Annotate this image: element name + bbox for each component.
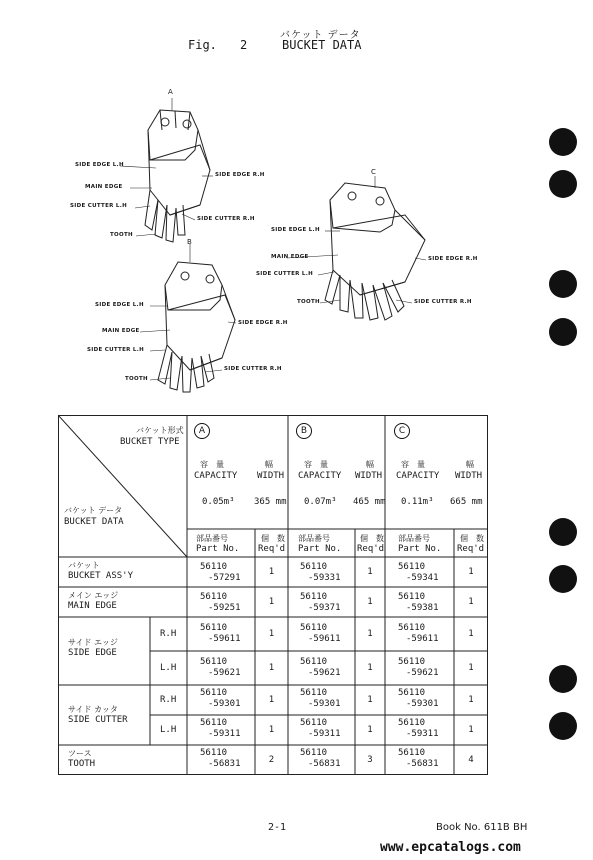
bucket-b-drawing [158, 262, 235, 392]
width-jp: 幅 [366, 460, 374, 469]
reqd-label: Req'd [457, 544, 485, 554]
page-title: BUCKET DATA [282, 38, 362, 52]
part-no-top: 56110 [398, 657, 426, 667]
width-label: WIDTH [257, 471, 285, 481]
reqd-jp: 個 数 [261, 534, 285, 543]
part-no-suffix: -57291 [208, 573, 241, 583]
label-b-side-cutter-lh: SIDE CUTTER L.H [87, 347, 144, 353]
label-b-side-edge-rh: SIDE EDGE R.H [238, 320, 288, 326]
row-side-edge-jp: サイド エッジ [68, 638, 118, 647]
qty: 1 [367, 725, 373, 735]
qty: 1 [468, 663, 474, 673]
bucket-letter-a: A [168, 88, 173, 96]
bucket-b-width: 465 mm [353, 497, 386, 507]
bucket-b-capacity: 0.07m³ [304, 497, 337, 507]
part-no-suffix: -59611 [208, 634, 241, 644]
side-cutter-lh: L.H [160, 725, 177, 735]
label-b-side-cutter-rh: SIDE CUTTER R.H [224, 366, 282, 372]
label-b-tooth: TOOTH [125, 376, 148, 382]
qty: 1 [468, 567, 474, 577]
part-no-top: 56110 [398, 592, 426, 602]
part-no-suffix: -56831 [208, 759, 241, 769]
part-no-top: 56110 [300, 688, 328, 698]
qty: 1 [468, 597, 474, 607]
label-a-side-cutter-rh: SIDE CUTTER R.H [197, 216, 255, 222]
qty: 1 [268, 695, 275, 705]
binder-hole-3 [549, 270, 577, 298]
capacity-label: CAPACITY [194, 471, 238, 481]
part-no-suffix: -59341 [406, 573, 439, 583]
part-no-top: 56110 [300, 623, 328, 633]
qty: 1 [367, 597, 373, 607]
book-number: Book No. 611B BH [436, 822, 528, 833]
part-no-label: Part No. [298, 544, 342, 554]
label-c-side-cutter-rh: SIDE CUTTER R.H [414, 299, 472, 305]
label-b-main-edge: MAIN EDGE [102, 328, 140, 334]
label-a-main-edge: MAIN EDGE [85, 184, 123, 190]
reqd-jp: 個 数 [360, 534, 384, 543]
qty: 1 [367, 629, 373, 639]
bucket-c-circle: C [394, 423, 410, 439]
part-no-label: Part No. [196, 544, 240, 554]
qty: 1 [268, 597, 275, 607]
part-no-top: 56110 [300, 718, 328, 728]
bucket-c-width: 665 mm [450, 497, 483, 507]
qty: 1 [268, 567, 275, 577]
part-no-suffix: -59301 [208, 699, 241, 709]
bucket-data-table [58, 415, 488, 775]
part-no-suffix: -59301 [406, 699, 439, 709]
capacity-jp: 容 量 [401, 460, 425, 469]
part-no-top: 56110 [200, 623, 228, 633]
qty: 1 [268, 725, 275, 735]
bucket-c-capacity: 0.11m³ [401, 497, 434, 507]
reqd-jp: 個 数 [460, 534, 484, 543]
part-no-top: 56110 [300, 748, 328, 758]
row-side-edge: SIDE EDGE [68, 648, 117, 658]
qty: 1 [468, 629, 474, 639]
row-bucket-assy-jp: バケット [68, 561, 100, 570]
bucket-a-circle: A [194, 423, 210, 439]
part-no-suffix: -59611 [406, 634, 439, 644]
qty: 1 [268, 629, 275, 639]
binder-hole-5 [549, 518, 577, 546]
row-bucket-assy: BUCKET ASS'Y [68, 571, 134, 581]
part-no-suffix: -59301 [308, 699, 341, 709]
bucket-b-circle: B [296, 423, 312, 439]
capacity-jp: 容 量 [304, 460, 328, 469]
qty: 1 [367, 695, 373, 705]
bucket-c-drawing [325, 183, 425, 320]
label-c-main-edge: MAIN EDGE [271, 254, 309, 260]
side-cutter-rh: R.H [160, 695, 177, 705]
qty: 1 [367, 567, 373, 577]
part-no-suffix: -59311 [208, 729, 241, 739]
width-jp: 幅 [265, 460, 273, 469]
width-label: WIDTH [455, 471, 483, 481]
part-no-suffix: -59331 [308, 573, 341, 583]
row-main-edge-jp: メイン エッジ [68, 591, 119, 600]
capacity-jp: 容 量 [200, 460, 224, 469]
part-no-top: 56110 [398, 623, 426, 633]
part-no-top: 56110 [200, 748, 228, 758]
part-no-top: 56110 [398, 562, 426, 572]
part-no-top: 56110 [300, 562, 328, 572]
figure-number: 2 [240, 38, 248, 52]
qty: 1 [268, 663, 275, 673]
part-no-top: 56110 [300, 657, 328, 667]
bucket-data-label-jp: バケット データ [64, 506, 123, 515]
label-a-tooth: TOOTH [110, 232, 133, 238]
width-jp: 幅 [466, 460, 474, 469]
label-a-side-edge-lh: SIDE EDGE L.H [75, 162, 124, 168]
side-edge-rh: R.H [160, 629, 177, 639]
capacity-label: CAPACITY [396, 471, 440, 481]
reqd-label: Req'd [357, 544, 385, 554]
part-no-suffix: -59621 [208, 668, 241, 678]
binder-hole-7 [549, 665, 577, 693]
part-no-suffix: -56831 [308, 759, 341, 769]
bucket-a-width: 365 mm [254, 497, 287, 507]
row-main-edge: MAIN EDGE [68, 601, 117, 611]
reqd-label: Req'd [258, 544, 286, 554]
row-side-cutter: SIDE CUTTER [68, 715, 128, 725]
label-c-side-cutter-lh: SIDE CUTTER L.H [256, 271, 313, 277]
qty: 4 [468, 755, 474, 765]
qty: 1 [468, 695, 474, 705]
part-no-jp: 部品番号 [298, 534, 330, 543]
bucket-type-label-jp: バケット形式 [136, 426, 184, 435]
label-b-side-edge-lh: SIDE EDGE L.H [95, 302, 144, 308]
binder-hole-1 [549, 128, 577, 156]
bucket-letter-c: C [371, 168, 376, 176]
bucket-data-label: BUCKET DATA [64, 517, 124, 527]
part-no-top: 56110 [398, 748, 426, 758]
part-no-top: 56110 [398, 718, 426, 728]
page-number: 2-1 [268, 822, 287, 833]
part-no-suffix: -59251 [208, 603, 241, 613]
part-no-top: 56110 [200, 562, 228, 572]
bucket-illustrations [0, 0, 593, 400]
part-no-top: 56110 [300, 592, 328, 602]
row-tooth-jp: ツース [68, 749, 92, 758]
qty: 1 [468, 725, 474, 735]
part-no-jp: 部品番号 [196, 534, 228, 543]
side-edge-lh: L.H [160, 663, 177, 673]
part-no-top: 56110 [200, 592, 228, 602]
part-no-top: 56110 [200, 657, 228, 667]
label-c-side-edge-lh: SIDE EDGE L.H [271, 227, 320, 233]
binder-hole-4 [549, 318, 577, 346]
part-no-jp: 部品番号 [398, 534, 430, 543]
qty: 2 [268, 755, 275, 765]
label-a-side-edge-rh: SIDE EDGE R.H [215, 172, 265, 178]
bucket-a-capacity: 0.05m³ [202, 497, 235, 507]
binder-hole-8 [549, 712, 577, 740]
part-no-suffix: -59311 [308, 729, 341, 739]
label-c-side-edge-rh: SIDE EDGE R.H [428, 256, 478, 262]
bucket-a-drawing [145, 110, 210, 242]
label-c-tooth: TOOTH [297, 299, 320, 305]
part-no-suffix: -59381 [406, 603, 439, 613]
figure-label: Fig. [188, 38, 217, 52]
binder-hole-6 [549, 565, 577, 593]
bucket-type-label: BUCKET TYPE [120, 437, 180, 447]
row-side-cutter-jp: サイド カッタ [68, 705, 118, 714]
qty: 1 [367, 663, 373, 673]
qty: 3 [367, 755, 373, 765]
title-japanese: バケット データ [280, 30, 361, 41]
binder-hole-2 [549, 170, 577, 198]
part-no-top: 56110 [200, 688, 228, 698]
part-no-suffix: -59611 [308, 634, 341, 644]
row-tooth: TOOTH [68, 759, 96, 769]
bucket-letter-b: B [187, 238, 192, 246]
capacity-label: CAPACITY [298, 471, 342, 481]
part-no-suffix: -59621 [308, 668, 341, 678]
part-no-suffix: -56831 [406, 759, 439, 769]
part-no-label: Part No. [398, 544, 442, 554]
watermark-url[interactable]: www.epcatalogs.com [380, 840, 521, 855]
part-no-top: 56110 [398, 688, 426, 698]
label-a-side-cutter-lh: SIDE CUTTER L.H [70, 203, 127, 209]
part-no-suffix: -59621 [406, 668, 439, 678]
width-label: WIDTH [355, 471, 383, 481]
part-no-suffix: -59311 [406, 729, 439, 739]
part-no-top: 56110 [200, 718, 228, 728]
part-no-suffix: -59371 [308, 603, 341, 613]
